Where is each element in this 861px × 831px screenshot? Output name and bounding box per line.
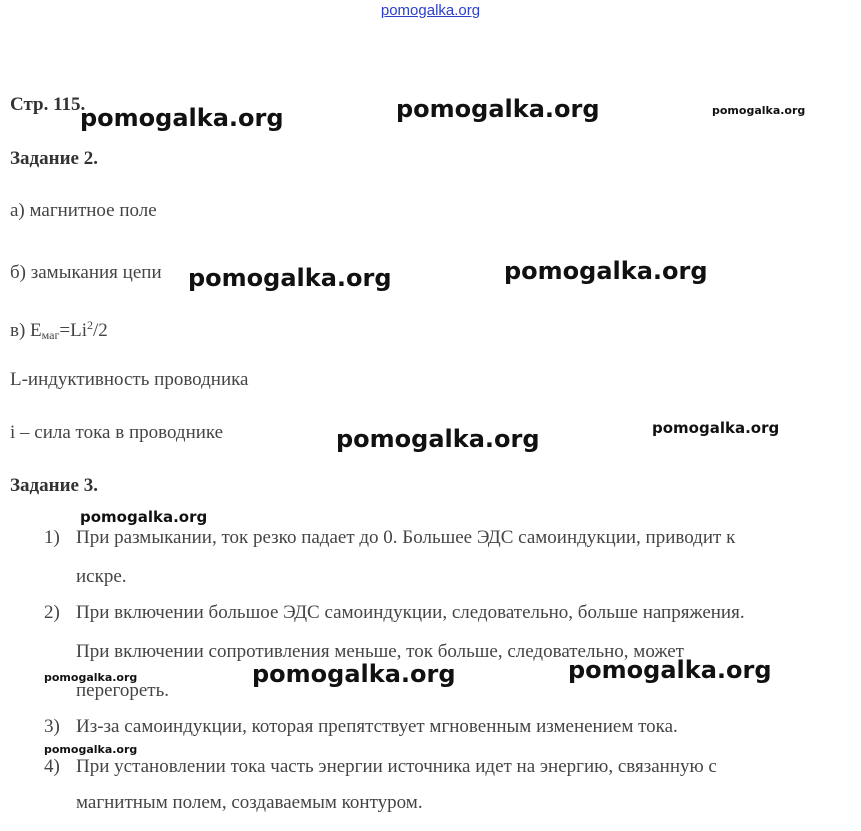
list-item-number: 2) (44, 602, 60, 623)
watermark: pomogalka.org (44, 671, 138, 684)
watermark: pomogalka.org (568, 656, 772, 684)
list-item-line: При включении сопротивления меньше, ток больше, следовательно, может (76, 641, 684, 662)
watermark: pomogalka.org (712, 104, 806, 117)
task2-answer-v (10, 318, 108, 343)
formula-suffix: /2 (93, 320, 108, 341)
watermark: pomogalka.org (80, 508, 208, 526)
list-item-number: 1) (44, 527, 60, 548)
task2-l-definition: L-индуктивность проводника (10, 369, 249, 390)
list-item-line: При размыкании, ток резко падает до 0. Большее ЭДС самоиндукции, приводит к (76, 527, 736, 548)
watermark: pomogalka.org (396, 95, 600, 123)
watermark: pomogalka.org (44, 743, 138, 756)
list-item-number: 3) (44, 716, 60, 737)
task2-heading: Задание 2. (10, 148, 98, 169)
task2-i-definition: i – сила тока в проводнике (10, 422, 224, 443)
watermark: pomogalka.org (336, 425, 540, 453)
list-item-number: 4) (44, 756, 60, 777)
watermark: pomogalka.org (504, 257, 708, 285)
task3-heading: Задание 3. (10, 475, 98, 496)
header-site-link[interactable]: pomogalka.org (380, 2, 481, 19)
formula-middle: =Li (59, 320, 88, 341)
formula-subscript: маг (41, 328, 60, 342)
watermark: pomogalka.org (80, 104, 284, 132)
task2-answer-b: б) замыкания цепи (10, 262, 162, 283)
watermark: pomogalka.org (188, 264, 392, 292)
formula-superscript: 2 (87, 318, 94, 332)
list-item-line: Из-за самоиндукции, которая препятствует мгновенным изменением тока. (76, 716, 678, 737)
watermark: pomogalka.org (252, 660, 456, 688)
page-label: Стр. 115. (10, 94, 86, 115)
list-item-line: искре. (76, 566, 127, 587)
formula-prefix: в) E (10, 320, 42, 341)
watermark: pomogalka.org (652, 419, 780, 437)
list-item-line: магнитным полем, создаваемым контуром. (76, 792, 423, 813)
list-item-line: При установлении тока часть энергии источника идет на энергию, связанную с (76, 756, 717, 777)
task2-answer-a: а) магнитное поле (10, 200, 157, 221)
list-item-line: При включении большое ЭДС самоиндукции, следовательно, больше напряжения. (76, 602, 745, 623)
list-item-line: перегореть. (76, 680, 170, 701)
